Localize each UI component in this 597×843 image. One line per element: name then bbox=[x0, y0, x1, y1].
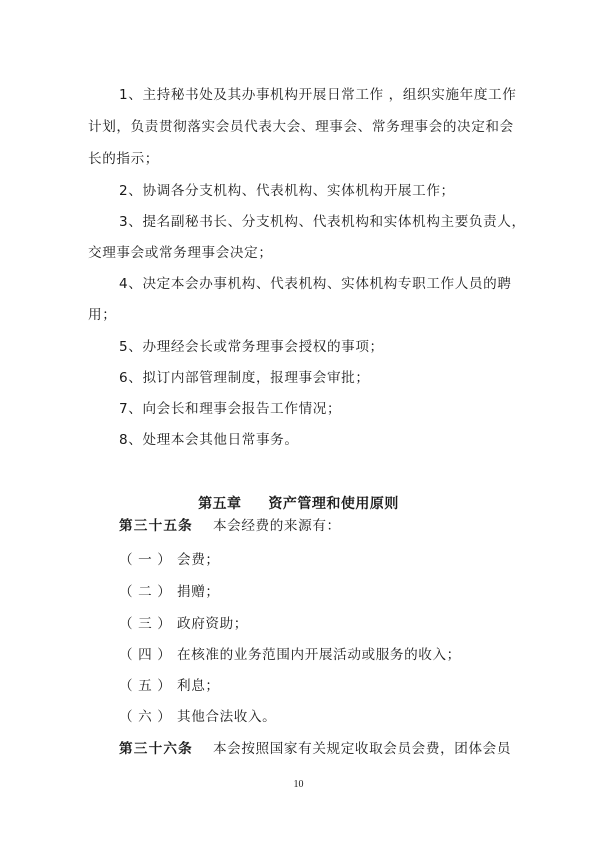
duty-line: 长的指示； bbox=[88, 151, 159, 167]
list-item-text: 捐赠； bbox=[177, 584, 220, 600]
list-item-number: （ 五 ） bbox=[119, 678, 172, 694]
list-item bbox=[119, 677, 220, 695]
article-heading: 第三十五条 bbox=[119, 518, 193, 534]
list-item-number: （ 二 ） bbox=[119, 584, 172, 600]
page-number: 10 bbox=[293, 779, 304, 790]
list-item-text: 会费； bbox=[177, 552, 220, 568]
duty-line: 7、向会长和理事会报告工作情况； bbox=[119, 401, 342, 417]
duty-line: 8、处理本会其他日常事务。 bbox=[119, 432, 299, 448]
duty-line: 计划，负责贯彻落实会员代表大会、理事会、常务理事会的决定和会 bbox=[88, 119, 514, 135]
article-text: 本会经费的来源有： bbox=[212, 518, 341, 534]
list-item-text: 在核准的业务范围内开展活动或服务的收入； bbox=[177, 647, 461, 663]
article-35 bbox=[119, 517, 341, 535]
list-item-number: （ 六 ） bbox=[119, 709, 172, 725]
duty-line: 交理事会或常务理事会决定； bbox=[88, 245, 273, 261]
list-item bbox=[119, 551, 220, 569]
duty-line: 1、主持秘书处及其办事机构开展日常工作 ，组织实施年度工作 bbox=[119, 87, 517, 103]
list-item bbox=[119, 708, 276, 726]
duty-line: 6、拟订内部管理制度，报理事会审批； bbox=[119, 370, 370, 386]
list-item bbox=[119, 583, 220, 601]
list-item-text: 利息； bbox=[177, 678, 220, 694]
duty-line: 5、办理经会长或常务理事会授权的事项； bbox=[119, 339, 384, 355]
article-36 bbox=[119, 740, 511, 758]
duty-line: 4、决定本会办事机构、代表机构、实体机构专职工作人员的聘 bbox=[119, 276, 512, 292]
list-item bbox=[119, 615, 248, 633]
duty-line: 2、协调各分支机构、代表机构、实体机构开展工作； bbox=[119, 183, 455, 199]
article-text: 本会按照国家有关规定收取会员会费，团体会员 bbox=[212, 741, 512, 757]
chapter-title: 第五章 资产管理和使用原则 bbox=[198, 496, 399, 512]
list-item-number: （ 三 ） bbox=[119, 616, 172, 632]
duty-line: 3、提名副秘书长、分支机构、代表机构和实体机构主要负责人， bbox=[119, 214, 526, 230]
list-item bbox=[119, 646, 461, 664]
article-heading: 第三十六条 bbox=[119, 741, 193, 757]
list-item-number: （ 四 ） bbox=[119, 647, 172, 663]
duty-line: 用； bbox=[88, 307, 117, 323]
list-item-text: 其他合法收入。 bbox=[177, 709, 277, 725]
list-item-text: 政府资助； bbox=[177, 616, 248, 632]
list-item-number: （ 一 ） bbox=[119, 552, 172, 568]
